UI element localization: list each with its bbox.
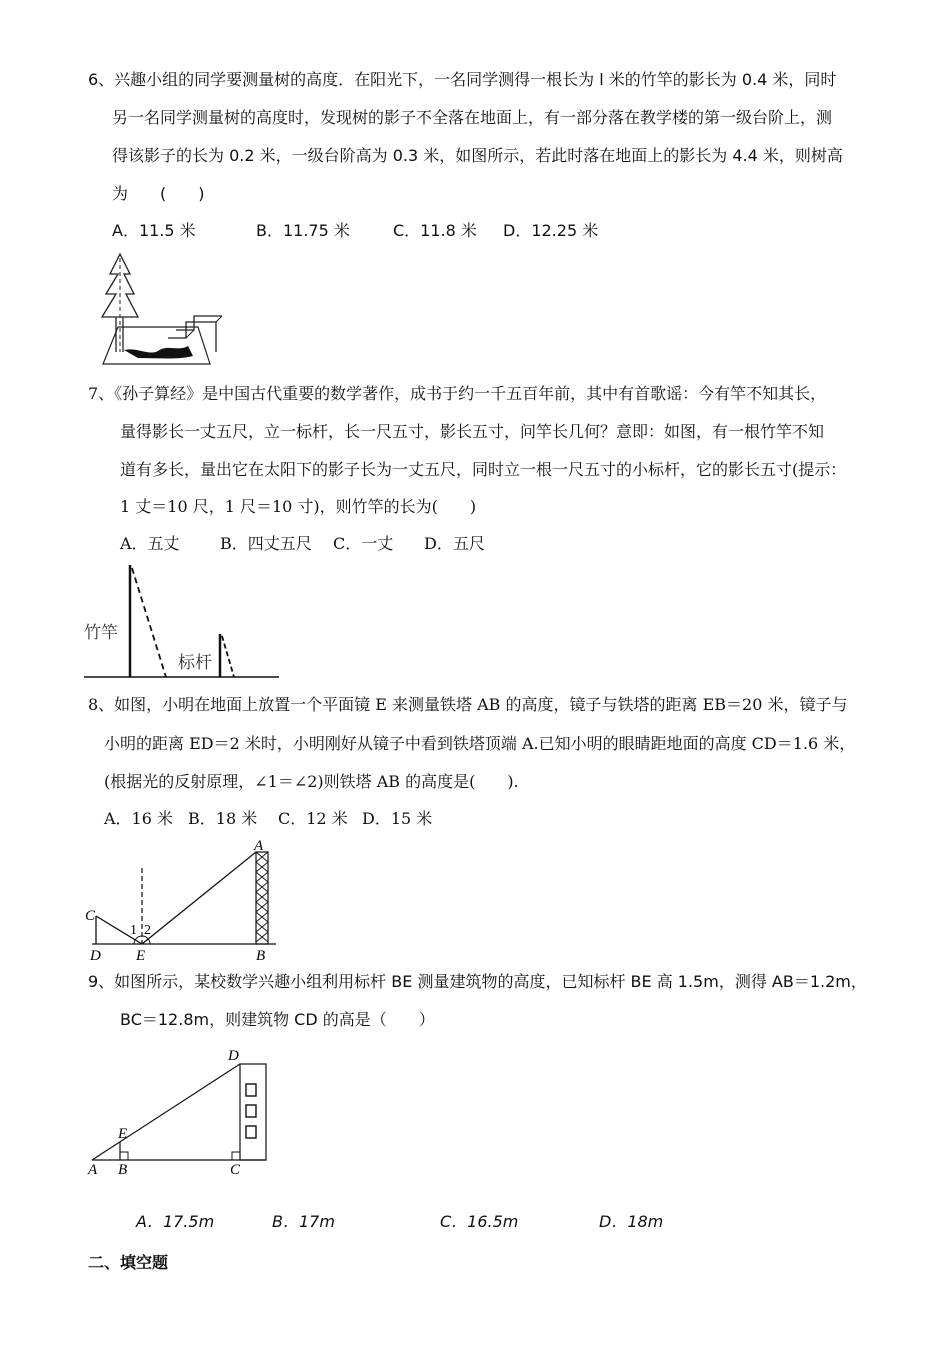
q9-option-d: D．18m — [599, 1212, 664, 1231]
q6-option-a: A．11.5 米 — [112, 221, 196, 240]
q7-line-4: 1 丈＝10 尺，1 尺＝10 寸)，则竹竿的长为( ) — [120, 497, 477, 516]
q9-label-c: C — [230, 1162, 241, 1178]
q8-line-1: 8、如图，小明在地面上放置一个平面镜 E 来测量铁塔 AB 的高度，镜子与铁塔的距离 EB＝20 米，镜子与 — [88, 695, 848, 714]
q7-line-2: 量得影长一丈五尺，立一标杆，长一尺五寸，影长五寸，问竿长几何？意即：如图，有一根竹竿不知 — [120, 422, 825, 441]
q8-label-d: D — [90, 948, 101, 964]
q7-option-d: D．五尺 — [424, 534, 485, 553]
q8-label-c: C — [85, 908, 96, 924]
q8-angle-1: 1 — [130, 923, 137, 938]
q8-option-b: B．18 米 — [188, 809, 258, 828]
q7-pole-figure — [84, 560, 284, 680]
q7-line-1: 7、《孙子算经》是中国古代重要的数学著作，成书于约一千五百年前，其中有首歌谣：今有竿不知其长， — [88, 384, 827, 403]
q8-option-c: C．12 米 — [278, 809, 348, 828]
q7-label-pole: 竹竿 — [84, 623, 118, 643]
q8-option-d: D．15 米 — [362, 809, 433, 828]
q9-option-b: B．17m — [272, 1212, 335, 1231]
q8-line-3: (根据光的反射原理，∠1＝∠2)则铁塔 AB 的高度是( ). — [104, 772, 519, 791]
q8-option-a: A．16 米 — [104, 809, 174, 828]
q8-angle-2: 2 — [144, 923, 151, 938]
q6-line-1: 6、兴趣小组的同学要测量树的高度．在阳光下，一名同学测得一根长为 l 米的竹竿的影长为 0.4 米，同时 — [88, 70, 837, 89]
q7-option-c: C．一丈 — [333, 534, 394, 553]
q8-label-a: A — [254, 838, 264, 854]
q8-label-e: E — [136, 948, 146, 964]
q9-option-a: A．17.5m — [136, 1212, 215, 1231]
q9-label-a: A — [88, 1162, 98, 1178]
q6-option-d: D．12.25 米 — [503, 221, 599, 240]
q6-option-c: C．11.8 米 — [393, 221, 477, 240]
q7-option-b: B．四丈五尺 — [220, 534, 312, 553]
q9-line-1: 9、如图所示，某校数学兴趣小组利用标杆 BE 测量建筑物的高度，已知标杆 BE 高 1.5m，测得 AB＝1.2m， — [88, 972, 867, 991]
q7-line-3: 道有多长，量出它在太阳下的影子长为一丈五尺，同时立一根一尺五寸的小标杆，它的影长五寸(提示： — [120, 460, 847, 479]
q6-option-b: B．11.75 米 — [256, 221, 350, 240]
q6-line-2: 另一名同学测量树的高度时，发现树的影子不全落在地面上，有一部分落在教学楼的第一级台阶上，测 — [112, 108, 833, 127]
q8-line-2: 小明的距离 ED＝2 米时，小明刚好从镜子中看到铁塔顶端 A.已知小明的眼睛距地面的高度 CD＝1.6 米， — [104, 734, 856, 753]
q8-tower-figure — [84, 836, 284, 966]
q9-line-2: BC＝12.8m，则建筑物 CD 的高是（ ） — [120, 1010, 435, 1029]
q7-label-marker: 标杆 — [178, 653, 212, 673]
q9-label-b: B — [118, 1162, 128, 1178]
q9-label-d: D — [228, 1048, 239, 1064]
q6-line-3: 得该影子的长为 0.2 米，一级台阶高为 0.3 米，如图所示，若此时落在地面上的影长为 4.4 米，则树高 — [112, 146, 843, 165]
section-heading: 二、填空题 — [88, 1253, 169, 1272]
q9-option-c: C．16.5m — [440, 1212, 519, 1231]
q6-tree-figure — [98, 252, 238, 372]
q7-option-a: A．五丈 — [120, 534, 180, 553]
q9-label-e: E — [118, 1126, 128, 1142]
q8-label-b: B — [256, 948, 266, 964]
q9-building-figure — [86, 1046, 286, 1176]
q6-line-4: 为 ( ) — [112, 184, 205, 203]
